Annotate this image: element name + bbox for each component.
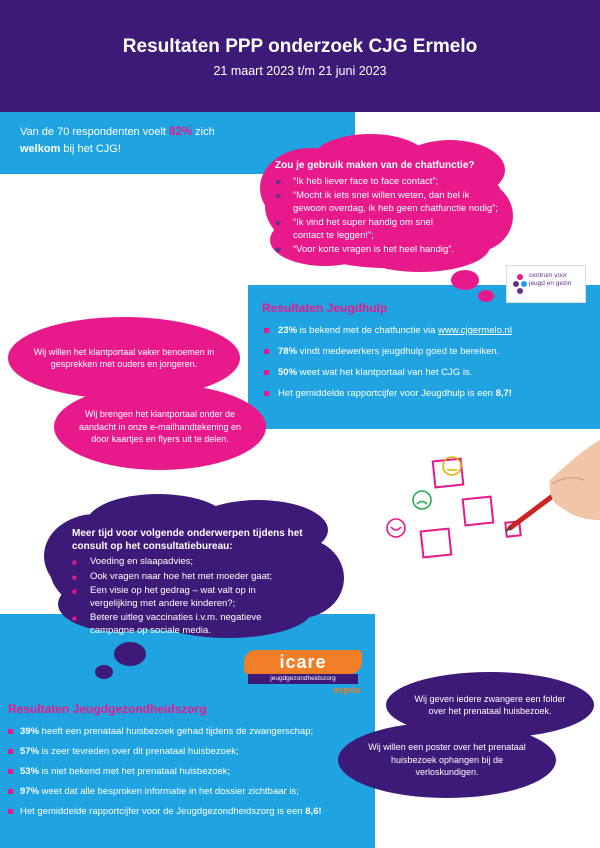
jgz-results [8, 726, 373, 818]
consult-cloud [72, 528, 322, 639]
cjg-logo-text: centrum voor jeugd en gezin [529, 272, 572, 287]
intro-middle: zich [192, 126, 215, 138]
icare-wordmark: icare [244, 650, 362, 674]
intro-prefix: Van de 70 respondenten voelt [20, 126, 170, 138]
list-item: ☛ “Voor korte vragen is het heel handig”. [275, 244, 455, 255]
square-bullet-icon: ■ [72, 587, 77, 596]
list-item: 57% is zeer tevreden over dit prenataal huisbezoek; [8, 746, 373, 758]
hand-pointer-icon: ☛ [275, 176, 284, 187]
square-bullet-icon [8, 769, 13, 774]
list-item: ■ Ook vragen naar hoe het met moeder gaat; [72, 571, 322, 584]
square-bullet-icon [8, 749, 13, 754]
list-item: ☛ “Ik vind het super handig om snel contact te leggen!”; [275, 217, 433, 241]
poster-note: Wij willen een poster over het prenataal huisbezoek ophangen bij de verloskundigen. [338, 722, 556, 798]
intro-suffix: bij het CJG! [60, 143, 121, 155]
list-item: Het gemiddelde rapportcijfer voor Jeugdhulp is een 8,7! [262, 388, 592, 400]
cjg-logo-icon [511, 273, 529, 297]
list-item: 50% weet wat het klantportaal van het CJG is. [262, 367, 592, 379]
list-item: ■ Een visie op het gedrag – wat valt op in vergelijking met andere kinderen?; [72, 585, 256, 609]
square-bullet-icon [8, 789, 13, 794]
espria-wordmark: espria [333, 685, 360, 695]
welcome-percentage: 82% [169, 126, 193, 138]
chat-quotes-list [275, 176, 500, 257]
consult-topics-list [72, 556, 322, 637]
list-item: ☛ “Ik heb liever face to face contact”; [275, 175, 439, 187]
hand-pointer-icon: ☛ [275, 218, 284, 228]
square-bullet-icon [8, 809, 13, 814]
list-item: ☛ “Mocht ik iets snel willen weten, dan bel ik gewoon overdag, ik heb geen chatfunctie nodig”; [275, 190, 498, 214]
consult-cloud-title: Meer tijd voor volgende onderwerpen tijdens het consult op het consultatiebureau: [72, 528, 303, 552]
list-item: Het gemiddelde rapportcijfer voor de Jeugdgezondheidszorg is een 8,6! [8, 806, 373, 818]
square-bullet-icon: ■ [72, 572, 77, 582]
cjg-website-link[interactable]: www.cjgermelo.nl [438, 325, 512, 336]
jeugdhulp-section [262, 301, 592, 409]
square-bullet-icon [264, 349, 269, 354]
square-bullet-icon: ■ [72, 558, 77, 567]
list-item: 23% is bekend met de chatfunctie via www.cjgermelo.nl [262, 325, 592, 337]
square-bullet-icon [264, 328, 269, 333]
list-item: 97% weet dat alle besproken informatie in het dossier zichtbaar is; [8, 786, 373, 798]
chat-cloud [275, 160, 500, 259]
list-item: 53% is niet bekend met het prenataal huisbezoek; [8, 766, 373, 778]
list-item: ■ Voeding en slaapadvies; [72, 556, 322, 569]
list-item: 39% heeft een prenataal huisbezoek gehad tijdens de zwangerschap; [8, 726, 373, 738]
chat-cloud-title: Zou je gebruik maken van de chatfunctie? [275, 160, 475, 171]
klantportaal-note-1: Wij willen het klantportaal vaker benoemen in gesprekken met ouders en jongeren. [8, 317, 240, 399]
klantportaal-note-2: Wij brengen het klantportaal onder de aandacht in onze e-mailhandtekening en door kaartjes en flyers uit te delen. [54, 384, 266, 470]
page-subtitle: 21 maart 2023 t/m 21 juni 2023 [213, 64, 387, 78]
cjg-logo [506, 265, 586, 303]
list-item: ■ Betere uitleg vaccinaties i.v.m. negatieve campagne op sociale media. [72, 612, 262, 636]
hand-pointer-icon: ☛ [275, 191, 284, 201]
folder-note: Wij geven iedere zwangere een folder over het prenataal huisbezoek. [386, 672, 594, 738]
header-banner [0, 0, 600, 112]
jgz-section [8, 702, 373, 826]
square-bullet-icon [264, 370, 269, 375]
jeugdhulp-results [262, 325, 592, 400]
jeugdhulp-title: Resultaten Jeugdhulp [262, 301, 388, 315]
hand-pointer-icon: ☛ [275, 245, 284, 255]
square-bullet-icon [264, 391, 269, 396]
square-bullet-icon: ■ [72, 614, 77, 623]
intro-welkom: welkom [20, 143, 61, 155]
icare-subtitle: jeugdgezondheidszorg [248, 674, 358, 684]
icare-logo [244, 650, 362, 698]
list-item: 78% vindt medewerkers jeugdhulp goed te bereiken. [262, 346, 592, 358]
intro-text [20, 124, 250, 158]
jgz-title: Resultaten Jeugdgezondheidszorg [8, 702, 207, 716]
square-bullet-icon [8, 729, 13, 734]
page-title: Resultaten PPP onderzoek CJG Ermelo [122, 36, 478, 57]
checklist-illustration [372, 410, 600, 560]
